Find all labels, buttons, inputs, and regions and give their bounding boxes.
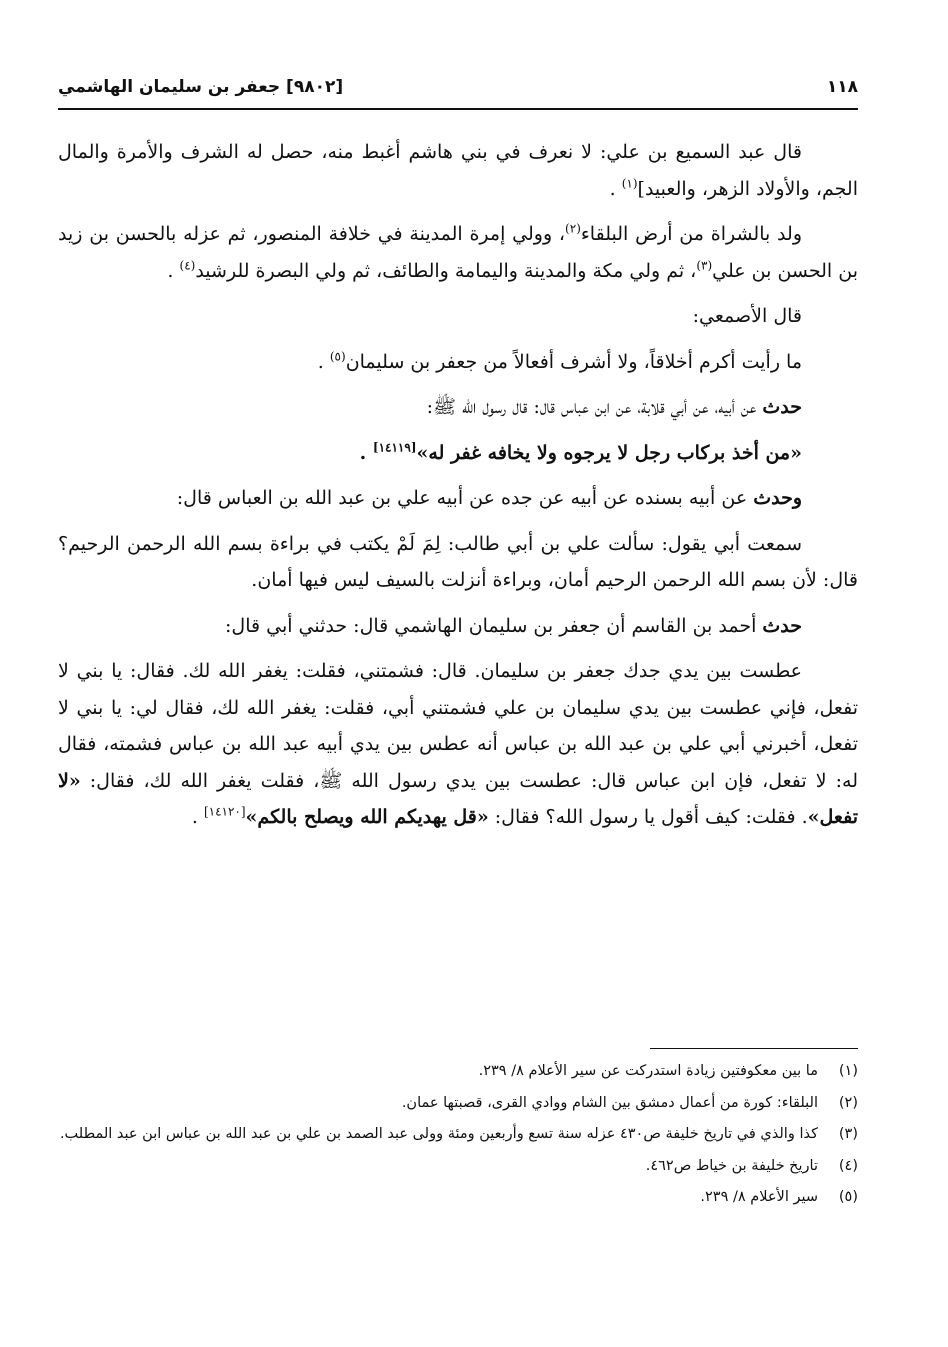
footnote-text: تاريخ خليفة بن خياط ص٤٦٢.: [645, 1157, 818, 1174]
paragraph-1: [58, 134, 858, 207]
hadith-number: [١٤١٢٠]: [203, 804, 246, 819]
footnote-3: [58, 1121, 858, 1149]
paragraph-5: [58, 389, 858, 426]
lead-word: وحدث: [753, 487, 802, 509]
paragraph-8: [58, 526, 858, 599]
paragraph-4: [58, 344, 858, 381]
hadith-number: [١٤١١٩]: [372, 440, 417, 455]
paragraph-9: [58, 608, 858, 645]
hadith-1: [58, 435, 858, 472]
footnote-5: [58, 1184, 858, 1212]
footnote-text: ما بين معكوفتين زيادة استدركت عن سير الأعلام ٨/ ٢٣٩.: [478, 1063, 818, 1079]
main-text: [58, 134, 858, 845]
paragraph-end: .: [609, 177, 622, 200]
paragraph-text: عطست بين يدي جدك جعفر بن سليمان. قال: فشمتني، فقلت: يغفر الله لك. فقال: يا بني لا تفعل، فإني عطست بين يدي سليمان بن علي فشمتني أبي، فقلت: يغفر الله لك، فقال لي: يا بني لا تفعل، أخبرني أبي علي بن عبد الله بن عباس أنه عطس بين يدي أبيه عبد الله بن عباس فشمته، فقال له: لا تفعل، فإن ابن عباس قال: عطست بين يدي رسول الله ﷺ، فقلت يغفر الله لك، فقال:: [58, 660, 858, 792]
footnote-number: (٣): [838, 1126, 858, 1142]
lead-word: حدث: [762, 396, 802, 418]
paragraph-2: [58, 216, 858, 289]
paragraph-text: ما رأيت أكرم أخلاقاً، ولا أشرف أفعالاً من جعفر بن سليمان: [345, 350, 802, 373]
paragraph-text: سمعت أبي يقول: سألت علي بن أبي طالب: لِمَ لَمْ يكتب في براءة بسم الله الرحمن الرحيم؟ قال: لأن بسم الله الرحمن الرحيم أمان، وبراءة أنزلت بالسيف ليس فيها أمان.: [58, 532, 858, 591]
footnote-text: سير الأعلام ٨/ ٢٣٩.: [700, 1189, 818, 1205]
footnote-number: (٤): [838, 1157, 858, 1174]
paragraph-text: قال الأصمعي:: [692, 305, 802, 327]
running-title: [٩٨٠٢] جعفر بن سليمان الهاشمي: [58, 77, 344, 97]
footnote-text: كذا والذي في تاريخ خليفة ص٤٣٠ عزله سنة تسع وأربعين ومئة وولى عبد الصمد بن علي بن عبد الله بن عباس ابن عبد المطلب.: [59, 1126, 818, 1142]
paragraph-text: . فقلت: كيف أقول يا رسول الله؟ فقال:: [488, 806, 808, 828]
footnote-number: (٢): [838, 1094, 858, 1111]
paragraph-end: .: [317, 350, 330, 373]
paragraph-text: أحمد بن القاسم أن جعفر بن سليمان الهاشمي قال: حدثني أبي قال:: [225, 614, 763, 637]
paragraph-text: عن أبيه بسنده عن أبيه عن جده عن أبيه علي بن عبد الله بن العباس قال:: [176, 487, 754, 509]
footnote-text: البلقاء: كورة من أعمال دمشق بين الشام ووادي القرى، قصبتها عمان.: [401, 1094, 818, 1111]
page-number: ١١٨: [826, 77, 858, 97]
footnote-ref-5: (٥): [329, 349, 346, 364]
paragraph-end: .: [359, 441, 373, 464]
paragraph-text: ولد بالشراة من أرض البلقاء: [580, 223, 802, 245]
footnote-number: (١): [838, 1063, 858, 1079]
page-header: [58, 70, 858, 104]
paragraph-7: [58, 480, 858, 517]
paragraph-3: [58, 298, 858, 335]
header-rule: [58, 108, 858, 110]
paragraph-text: عن أبيه، عن أبي قلابة، عن ابن عباس قال: قال رسول الله ﷺ:: [426, 396, 763, 418]
footnote-2: [58, 1090, 858, 1118]
paragraph-text: ، ثم ولي مكة والمدينة واليمامة والطائف، ثم ولي البصرة للرشيد: [195, 259, 697, 282]
paragraph-10: [58, 653, 858, 836]
hadith-text: «قل يهديكم الله ويصلح بالكم»: [245, 806, 489, 828]
footnotes: [58, 1058, 858, 1216]
footnote-4: [58, 1153, 858, 1181]
footnote-ref-3: (٣): [696, 258, 713, 273]
footnote-ref-4: (٤): [179, 258, 196, 273]
paragraph-end: .: [167, 259, 180, 282]
hadith-text: «لا تفعل»: [58, 769, 858, 828]
paragraph-text: قال عبد السميع بن علي: لا نعرف في بني هاشم أغبط منه، حصل له الشرف والأمرة والمال الجم، والأولاد الزهر، والعبيد]: [58, 141, 858, 200]
footnote-ref-1: (١): [621, 176, 638, 191]
footnote-rule: [650, 1048, 858, 1049]
footnote-1: [58, 1058, 858, 1086]
hadith-text: «من أخذ بركاب رجل لا يرجوه ولا يخافه غفر له»: [416, 441, 802, 464]
footnote-ref-2: (٢): [565, 221, 581, 236]
footnote-number: (٥): [838, 1189, 858, 1205]
paragraph-text: ، وولي إمرة المدينة في خلافة المنصور، ثم عزله بالحسن بن زيد بن الحسن بن علي: [58, 223, 858, 282]
lead-word: حدث: [762, 614, 802, 637]
paragraph-end: .: [191, 806, 204, 828]
